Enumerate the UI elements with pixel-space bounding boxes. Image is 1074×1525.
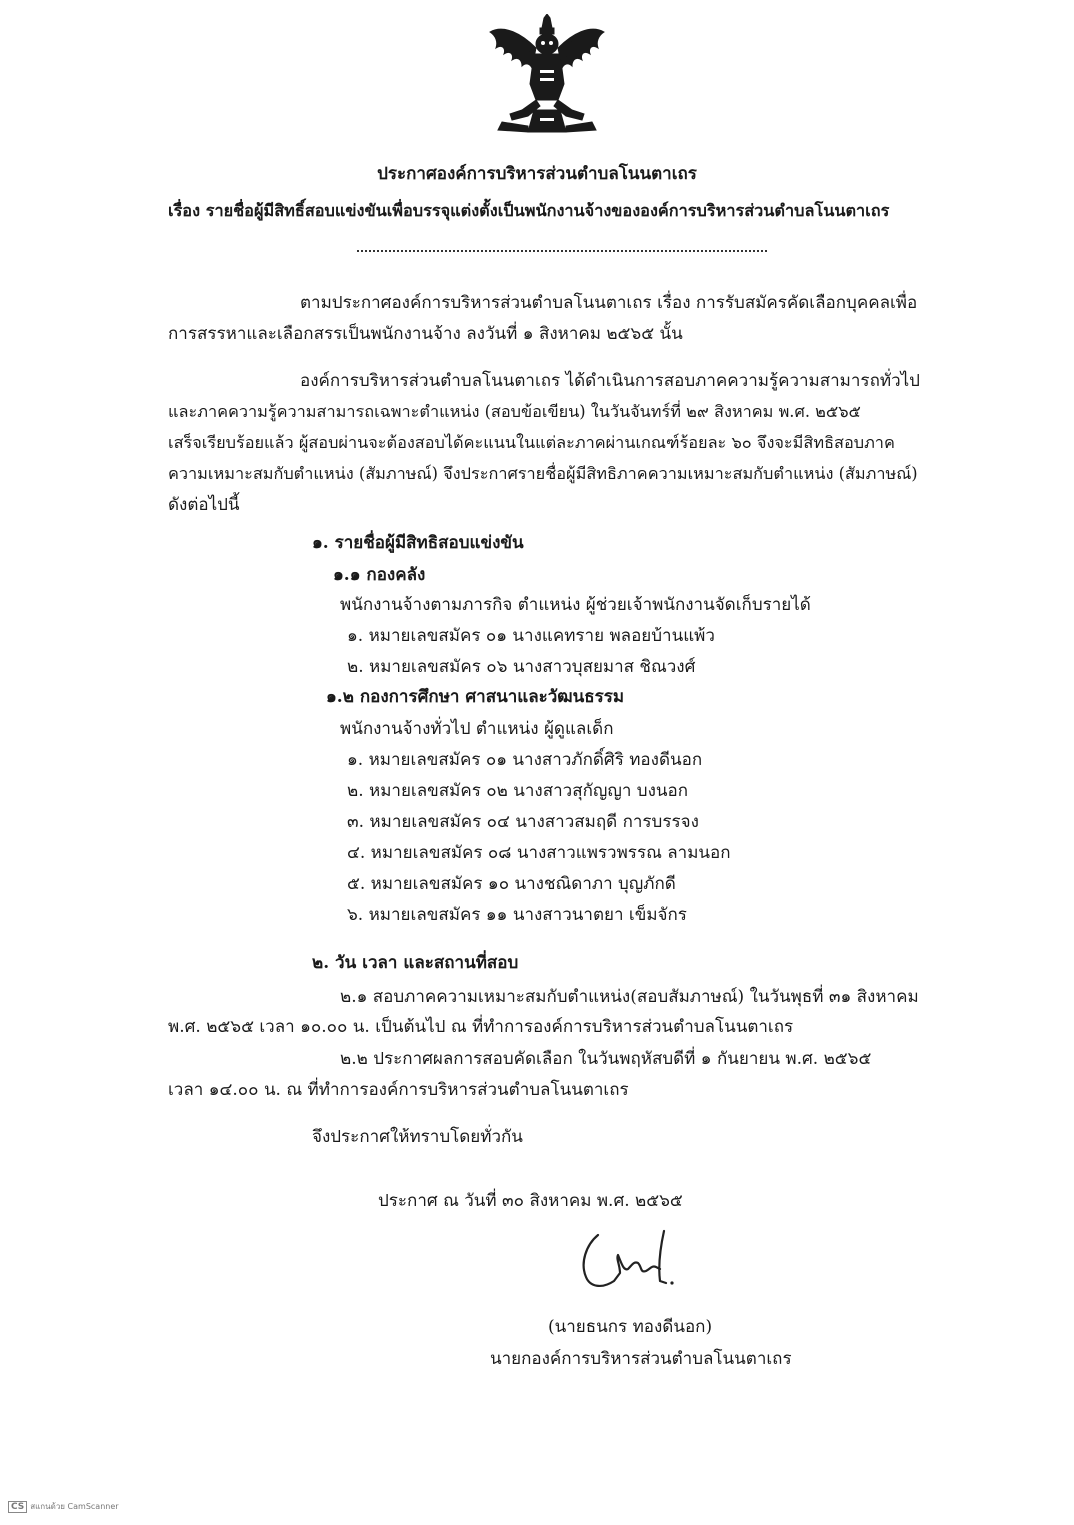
garuda-emblem-icon <box>482 14 612 140</box>
paragraph-1-line-1: ตามประกาศองค์การบริหารส่วนตำบลโนนตาเถร เรื่อง การรับสมัครคัดเลือกบุคคลเพื่อ <box>300 293 918 313</box>
paragraph-2-line-4: ความเหมาะสมกับตำแหน่ง (สัมภาษณ์) จึงประกาศรายชื่อผู้มีสิทธิภาคความเหมาะสมกับตำแหน่ง (สัมภาษณ์) <box>168 464 918 483</box>
section-1-1-heading: ๑.๑ กองคลัง <box>333 565 426 585</box>
signer-title: นายกองค์การบริหารส่วนตำบลโนนตาเถร <box>490 1349 792 1369</box>
announcement-title: ประกาศองค์การบริหารส่วนตำบลโนนตาเถร <box>377 164 697 184</box>
section-1-1-position: พนักงานจ้างตามภารกิจ ตำแหน่ง ผู้ช่วยเจ้าพนักงานจัดเก็บรายได้ <box>340 595 811 615</box>
announcement-subject: เรื่อง รายชื่อผู้มีสิทธิ์สอบแข่งขันเพื่อบรรจุแต่งตั้งเป็นพนักงานจ้างขององค์การบริหารส่วนตำบลโนนตาเถร <box>168 201 890 220</box>
section-2-heading: ๒. วัน เวลา และสถานที่สอบ <box>312 953 519 973</box>
section-1-2-heading: ๑.๒ กองการศึกษา ศาสนาและวัฒนธรรม <box>326 687 625 707</box>
dotted-separator <box>357 236 767 252</box>
section-1-heading: ๑. รายชื่อผู้มีสิทธิสอบแข่งขัน <box>312 533 524 553</box>
list-item: ๖. หมายเลขสมัคร ๑๑ นางสาวนาตยา เข็มจักร <box>347 905 687 925</box>
camscanner-label: สแกนด้วย CamScanner <box>30 1502 119 1511</box>
list-item: ๕. หมายเลขสมัคร ๑๐ นางชณิดาภา บุญภักดี <box>347 874 676 894</box>
camscanner-watermark <box>8 1500 119 1513</box>
list-item: ๑. หมายเลขสมัคร ๐๑ นางแคทราย พลอยบ้านแพ้ว <box>347 626 715 646</box>
signer-name: (นายธนกร ทองดีนอก) <box>548 1317 713 1337</box>
handwritten-signature <box>568 1225 718 1305</box>
paragraph-2-line-1: องค์การบริหารส่วนตำบลโนนตาเถร ได้ดำเนินการสอบภาคความรู้ความสามารถทั่วไป <box>300 371 920 391</box>
announcement-date: ประกาศ ณ วันที่ ๓๐ สิงหาคม พ.ศ. ๒๕๖๕ <box>378 1191 683 1211</box>
camscanner-badge-icon: CS <box>8 1501 27 1513</box>
list-item: ๓. หมายเลขสมัคร ๐๔ นางสาวสมฤดี การบรรจง <box>347 812 699 832</box>
closing-statement: จึงประกาศให้ทราบโดยทั่วกัน <box>312 1127 523 1147</box>
paragraph-2-line-5: ดังต่อไปนี้ <box>168 495 240 515</box>
paragraph-2-line-3: เสร็จเรียบร้อยแล้ว ผู้สอบผ่านจะต้องสอบได้คะแนนในแต่ละภาคผ่านเกณฑ์ร้อยละ ๖๐ จึงจะมีสิทธิสอบภาค <box>168 433 895 452</box>
section-1-2-position: พนักงานจ้างทั่วไป ตำแหน่ง ผู้ดูแลเด็ก <box>340 719 614 739</box>
paragraph-2-line-2: และภาคความรู้ความสามารถเฉพาะตำแหน่ง (สอบข้อเขียน) ในวันจันทร์ที่ ๒๙ สิงหาคม พ.ศ. ๒๕๖๕ <box>168 402 861 421</box>
list-item: ๔. หมายเลขสมัคร ๐๘ นางสาวแพรวพรรณ ลามนอก <box>347 843 731 863</box>
list-item: ๑. หมายเลขสมัคร ๐๑ นางสาวภักดิ์ศิริ ทองดีนอก <box>347 750 703 770</box>
section-2-2-line-2: เวลา ๑๔.๐๐ น. ณ ที่ทำการองค์การบริหารส่วนตำบลโนนตาเถร <box>168 1080 629 1100</box>
list-item: ๒. หมายเลขสมัคร ๐๖ นางสาวบุสยมาส ชิณวงศ์ <box>347 657 696 677</box>
section-2-1-line-1: ๒.๑ สอบภาคความเหมาะสมกับตำแหน่ง(สอบสัมภาษณ์) ในวันพุธที่ ๓๑ สิงหาคม <box>340 987 919 1007</box>
section-2-1-line-2: พ.ศ. ๒๕๖๕ เวลา ๑๐.๐๐ น. เป็นต้นไป ณ ที่ทำการองค์การบริหารส่วนตำบลโนนตาเถร <box>168 1017 794 1037</box>
list-item: ๒. หมายเลขสมัคร ๐๒ นางสาวสุกัญญา บงนอก <box>347 781 688 801</box>
section-2-2-line-1: ๒.๒ ประกาศผลการสอบคัดเลือก ในวันพฤหัสบดีที่ ๑ กันยายน พ.ศ. ๒๕๖๕ <box>340 1049 872 1069</box>
paragraph-1-line-2: การสรรหาและเลือกสรรเป็นพนักงานจ้าง ลงวันที่ ๑ สิงหาคม ๒๕๖๕ นั้น <box>168 324 683 344</box>
